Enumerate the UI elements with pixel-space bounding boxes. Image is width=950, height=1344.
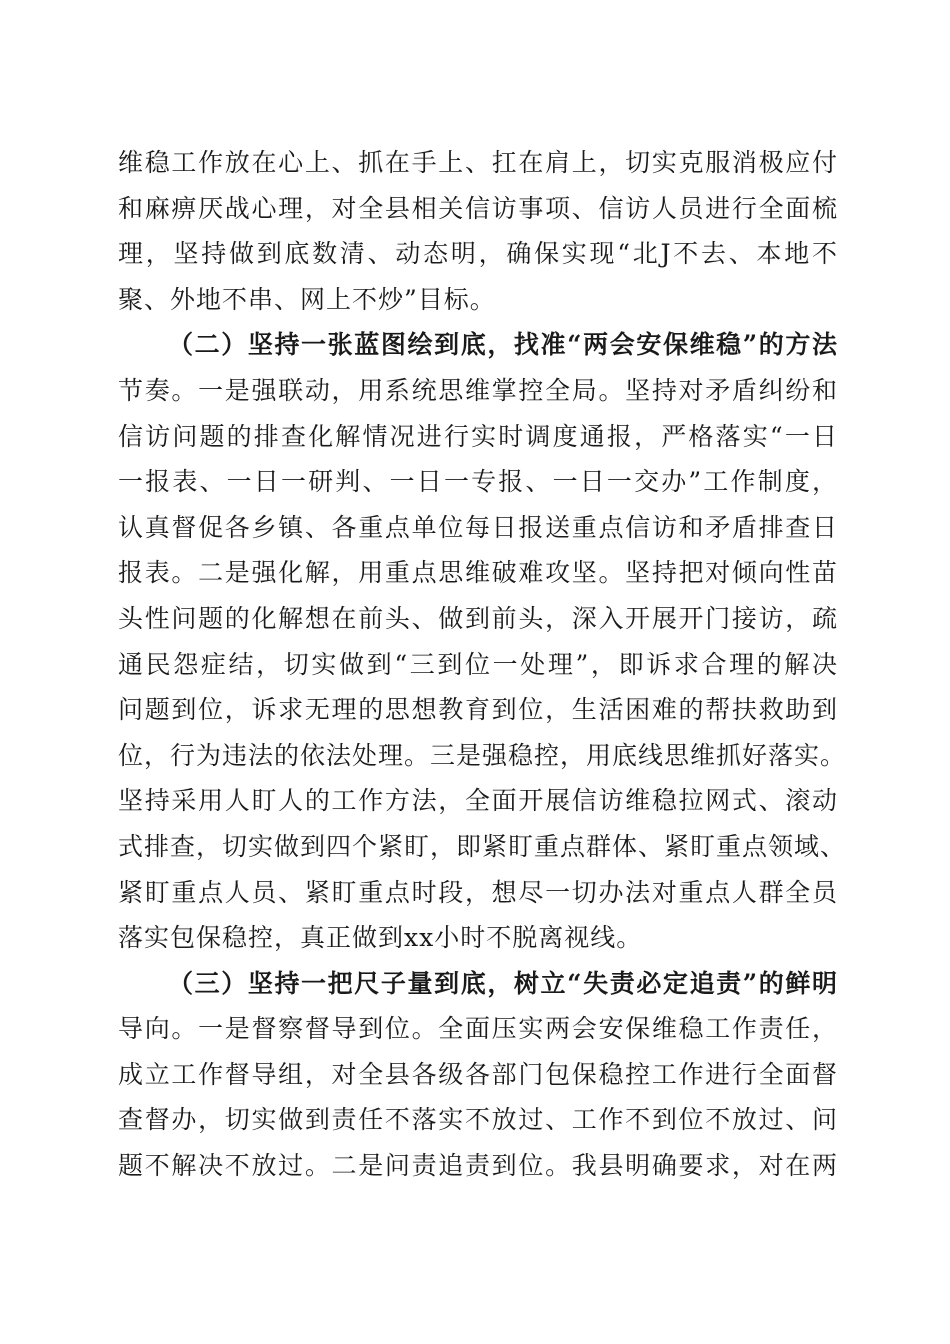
text-line: 和麻痹厌战心理，对全县相关信访事项、信访人员进行全面梳: [118, 193, 838, 223]
text-line: 题不解决不放过。二是问责追责到位。我县明确要求，对在两: [118, 1151, 838, 1181]
text-line: 成立工作督导组，对全县各级各部门包保稳控工作进行全面督: [118, 1059, 838, 1089]
text-line: 紧盯重点人员、紧盯重点时段，想尽一切办法对重点人群全员: [118, 877, 838, 907]
text-line: 认真督促各乡镇、各重点单位每日报送重点信访和矛盾排查日: [118, 512, 838, 542]
text-line: 式排查，切实做到四个紧盯，即紧盯重点群体、紧盯重点领域、: [118, 831, 847, 861]
text-line: 坚持采用人盯人的工作方法，全面开展信访维稳拉网式、滚动: [118, 786, 838, 816]
text-line: 通民怨症结，切实做到“三到位一处理”，即诉求合理的解决: [118, 649, 838, 679]
text-line: 导向。一是督察督导到位。全面压实两会安保维稳工作责任，: [118, 1014, 838, 1044]
text-line: 信访问题的排查化解情况进行实时调度通报，严格落实“一日: [118, 421, 838, 451]
text-line: 一报表、一日一研判、一日一专报、一日一交办”工作制度，: [118, 467, 838, 497]
section-heading-3: （三）坚持一把尺子量到底，树立“失责必定追责”的鲜明: [168, 968, 838, 998]
text-line: 聚、外地不串、网上不炒”目标。: [118, 284, 496, 314]
text-line: 头性问题的化解想在前头、做到前头，深入开展开门接访，疏: [118, 603, 838, 633]
text-line: 节奏。一是强联动，用系统思维掌控全局。坚持对矛盾纠纷和: [118, 375, 838, 405]
text-line: 位，行为违法的依法处理。三是强稳控，用底线思维抓好落实。: [118, 740, 847, 770]
text-line: 报表。二是强化解，用重点思维破难攻坚。坚持把对倾向性苗: [118, 558, 838, 588]
text-line: 维稳工作放在心上、抓在手上、扛在肩上，切实克服消极应付: [118, 148, 838, 177]
body-text: [118, 140, 847, 1189]
text-line: 理，坚持做到底数清、动态明，确保实现“北J不去、本地不: [118, 239, 838, 269]
text-line: 查督办，切实做到责任不落实不放过、工作不到位不放过、问: [118, 1105, 838, 1135]
text-line: 问题到位，诉求无理的思想教育到位，生活困难的帮扶救助到: [118, 695, 838, 725]
section-heading-2: （二）坚持一张蓝图绘到底，找准“两会安保维稳”的方法: [168, 330, 838, 360]
text-line: 落实包保稳控，真正做到xx小时不脱离视线。: [118, 923, 643, 953]
